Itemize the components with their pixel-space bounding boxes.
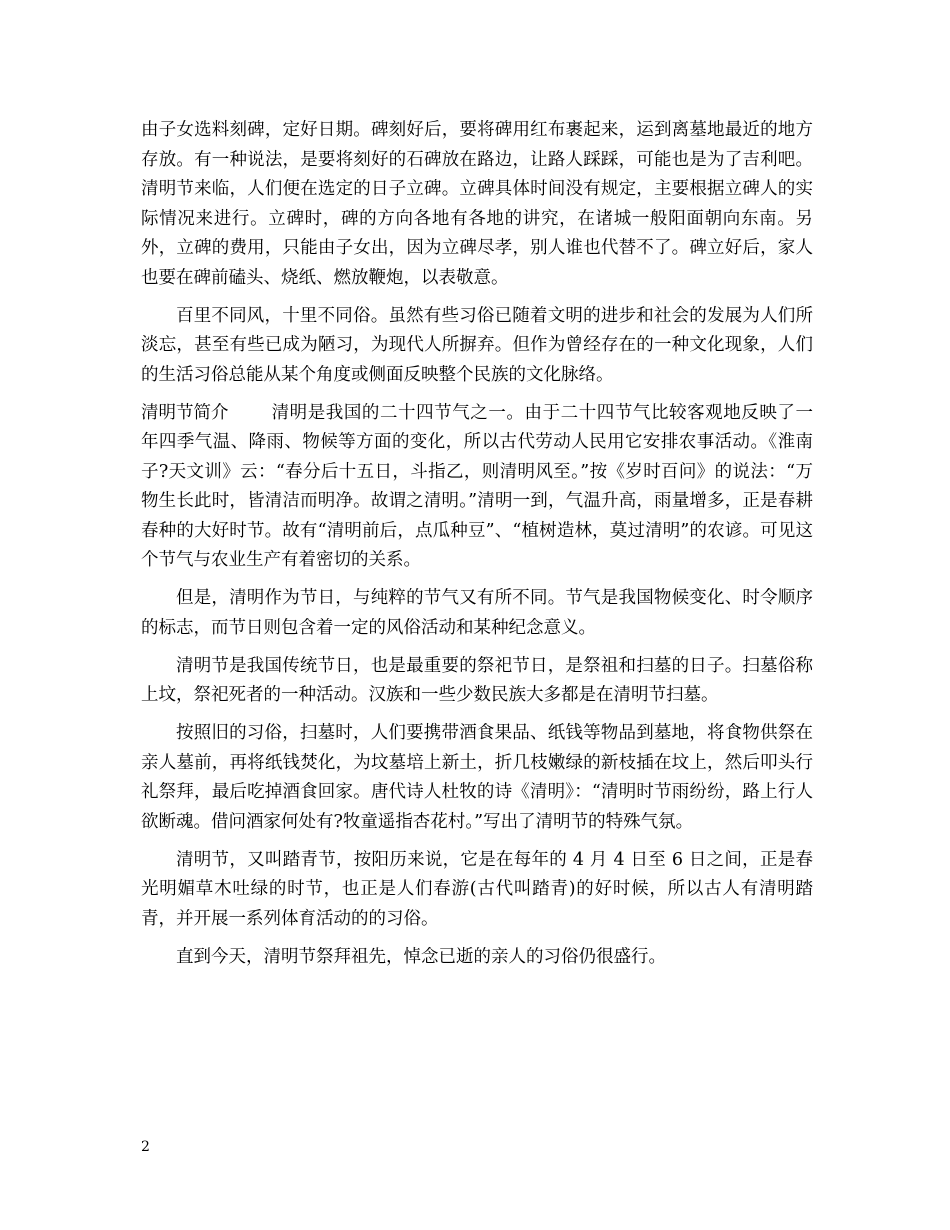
paragraph-text: 清明节，又叫踏青节，按阳历来说，它是在每年的 4 月 4 日至 6 日之间，正是春光明媚草木吐绿的时节，也正是人们春游(古代叫踏青)的好时候，所以古人有清明踏青，并开展一系列体育活动的的习俗。 <box>141 849 813 929</box>
paragraph-text: 按照旧的习俗，扫墓时，人们要携带酒食果品、纸钱等物品到墓地，将食物供祭在亲人墓前，再将纸钱焚化，为坟墓培上新土，折几枝嫩绿的新枝插在坟上，然后叩头行礼祭拜，最后吃掉酒食回家。唐代诗人杜牧的诗《清明》：“清明时节雨纷纷，路上行人欲断魂。借问酒家何处有?牧童遥指杏花村。”写出了清明节的特殊气氛。 <box>141 723 813 832</box>
section-heading: 清明节简介 <box>141 402 229 423</box>
page-number: 2 <box>141 1139 150 1155</box>
paragraph-text: 但是，清明作为节日，与纯粹的节气又有所不同。节气是我国物候变化、时令顺序的标志，而节日则包含着一定的风俗活动和某种纪念意义。 <box>141 588 813 638</box>
paragraph-text: 清明是我国的二十四节气之一。由于二十四节气比较客观地反映了一年四季气温、降雨、物候等方面的变化，所以古代劳动人民用它安排农事活动。《淮南子?天文训》云：“春分后十五日，斗指乙，则清明风至。”按《岁时百问》的说法：“万物生长此时，皆清洁而明净。故谓之清明。”清明一到，气温升高，雨量增多，正是春耕春种的大好时节。故有“清明前后，点瓜种豆”、“植树造林，莫过清明”的农谚。可见这个节气与农业生产有着密切的关系。 <box>141 402 813 570</box>
paragraph-continued <box>141 116 813 293</box>
paragraph <box>141 943 813 973</box>
document-body <box>141 116 813 981</box>
paragraph-with-heading <box>141 399 813 576</box>
paragraph <box>141 652 813 711</box>
paragraph-text: 直到今天，清明节祭拜祖先，悼念已逝的亲人的习俗仍很盛行。 <box>176 946 666 967</box>
paragraph <box>141 302 813 391</box>
paragraph <box>141 584 813 643</box>
paragraph-text: 百里不同风，十里不同俗。虽然有些习俗已随着文明的进步和社会的发展为人们所淡忘，甚至有些已成为陋习，为现代人所摒弃。但作为曾经存在的一种文化现象，人们的生活习俗总能从某个角度或侧面反映整个民族的文化脉络。 <box>141 305 813 385</box>
paragraph <box>141 846 813 935</box>
paragraph-text: 清明节是我国传统节日，也是最重要的祭祀节日，是祭祖和扫墓的日子。扫墓俗称上坟，祭祀死者的一种活动。汉族和一些少数民族大多都是在清明节扫墓。 <box>141 655 813 705</box>
paragraph-text: 由子女选料刻碑，定好日期。碑刻好后，要将碑用红布裹起来，运到离墓地最近的地方存放。有一种说法，是要将刻好的石碑放在路边，让路人踩踩，可能也是为了吉利吧。清明节来临，人们便在选定的日子立碑。立碑具体时间没有规定，主要根据立碑人的实际情况来进行。立碑时，碑的方向各地有各地的讲究，在诸城一般阳面朝向东南。另外，立碑的费用，只能由子女出，因为立碑尽孝，别人谁也代替不了。碑立好后，家人也要在碑前磕头、烧纸、燃放鞭炮，以表敬意。 <box>141 120 813 288</box>
paragraph <box>141 719 813 837</box>
